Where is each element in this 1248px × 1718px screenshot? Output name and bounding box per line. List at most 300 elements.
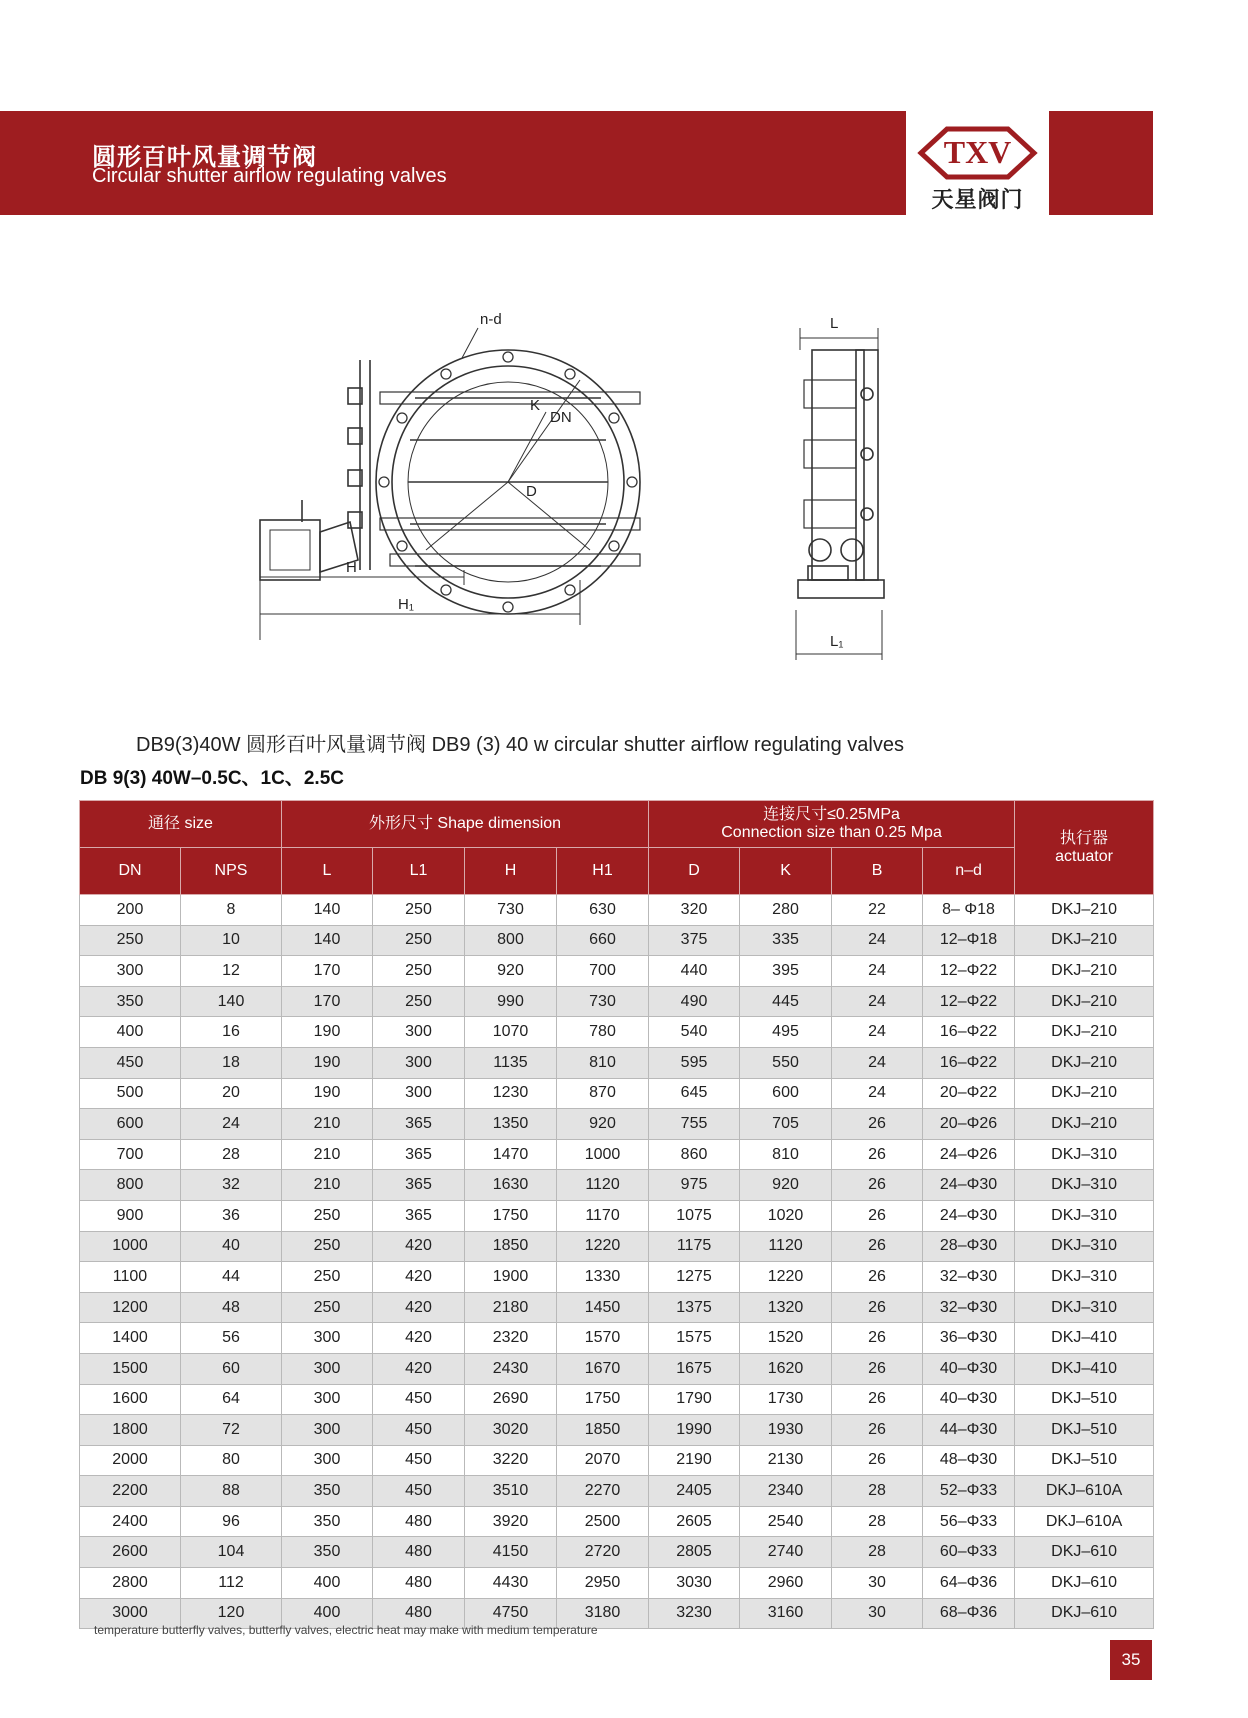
table-cell: 1850 (557, 1415, 649, 1446)
table-cell: 1750 (557, 1384, 649, 1415)
table-cell: 300 (282, 1323, 373, 1354)
table-cell: 170 (282, 956, 373, 987)
table-cell: DKJ–510 (1015, 1445, 1154, 1476)
table-cell: 2600 (80, 1537, 181, 1568)
table-cell: 480 (373, 1568, 465, 1599)
table-cell: 1670 (557, 1353, 649, 1384)
table-cell: 1575 (649, 1323, 740, 1354)
table-cell: 1220 (740, 1262, 832, 1293)
table-cell: 24 (181, 1109, 282, 1140)
table-cell: 445 (740, 986, 832, 1017)
table-cell: 645 (649, 1078, 740, 1109)
table-cell: 810 (557, 1047, 649, 1078)
table-cell: 3160 (740, 1598, 832, 1629)
column-header: H1 (557, 848, 649, 895)
table-cell: DKJ–210 (1015, 1017, 1154, 1048)
table-cell: 26 (832, 1353, 923, 1384)
table-cell: 24 (832, 1078, 923, 1109)
table-cell: 2500 (557, 1506, 649, 1537)
table-cell: 210 (282, 1139, 373, 1170)
table-cell: 24–Φ30 (923, 1200, 1015, 1231)
table-cell: 36–Φ30 (923, 1323, 1015, 1354)
table-row (80, 1445, 1154, 1476)
table-cell: 480 (373, 1598, 465, 1629)
table-cell: 1790 (649, 1384, 740, 1415)
group-actuator (1015, 801, 1154, 895)
table-cell: 28 (832, 1476, 923, 1507)
table-row (80, 1170, 1154, 1201)
page-title-zh: 圆形百叶风量调节阀 (92, 144, 317, 171)
table-cell: 28 (832, 1506, 923, 1537)
table-cell: 1230 (465, 1078, 557, 1109)
table-row (80, 1323, 1154, 1354)
table-cell: 300 (282, 1415, 373, 1446)
table-cell: 350 (282, 1506, 373, 1537)
table-cell: 2720 (557, 1537, 649, 1568)
table-cell: 3020 (465, 1415, 557, 1446)
header-band (0, 111, 906, 215)
table-cell: 170 (282, 986, 373, 1017)
table-cell: 190 (282, 1017, 373, 1048)
table-cell: 395 (740, 956, 832, 987)
table-cell: 420 (373, 1292, 465, 1323)
table-row (80, 1109, 1154, 1140)
table-cell: 1200 (80, 1292, 181, 1323)
table-cell: 495 (740, 1017, 832, 1048)
table-cell: 52–Φ33 (923, 1476, 1015, 1507)
table-cell: 1320 (740, 1292, 832, 1323)
table-cell: 26 (832, 1323, 923, 1354)
table-cell: DKJ–310 (1015, 1200, 1154, 1231)
table-cell: 2000 (80, 1445, 181, 1476)
table-cell: 24 (832, 1017, 923, 1048)
table-row (80, 1568, 1154, 1599)
table-cell: 400 (80, 1017, 181, 1048)
actuator-zh: 执行器 (1060, 829, 1109, 847)
table-cell: 250 (373, 925, 465, 956)
table-cell: 2805 (649, 1537, 740, 1568)
table-cell: 26 (832, 1170, 923, 1201)
group-shape: 外形尺寸 Shape dimension (282, 801, 649, 848)
table-cell: 700 (557, 956, 649, 987)
table-cell: 3920 (465, 1506, 557, 1537)
table-cell: 2405 (649, 1476, 740, 1507)
table-cell: 24–Φ26 (923, 1139, 1015, 1170)
table-cell: 870 (557, 1078, 649, 1109)
table-cell: 300 (373, 1047, 465, 1078)
column-header: K (740, 848, 832, 895)
table-cell: 250 (373, 986, 465, 1017)
table-cell: 12–Φ22 (923, 956, 1015, 987)
table-cell: 36 (181, 1200, 282, 1231)
column-header: B (832, 848, 923, 895)
table-cell: 450 (373, 1384, 465, 1415)
table-cell: 24 (832, 925, 923, 956)
table-cell: DKJ–210 (1015, 1109, 1154, 1140)
table-row (80, 1506, 1154, 1537)
table-cell: 26 (832, 1262, 923, 1293)
actuator-en: actuator (1055, 847, 1113, 865)
figure-caption: DB9(3)40W 圆形百叶风量调节阀 DB9 (3) 40 w circular shutter airflow regulating valves (136, 734, 904, 756)
table-cell: 28 (181, 1139, 282, 1170)
table-cell: 4750 (465, 1598, 557, 1629)
table-cell: 2740 (740, 1537, 832, 1568)
table-cell: 3230 (649, 1598, 740, 1629)
table-cell: 2800 (80, 1568, 181, 1599)
table-cell: 190 (282, 1047, 373, 1078)
table-cell: 26 (832, 1292, 923, 1323)
table-cell: 1350 (465, 1109, 557, 1140)
table-cell: 365 (373, 1139, 465, 1170)
table-cell: 28 (832, 1537, 923, 1568)
table-cell: 450 (373, 1445, 465, 1476)
table-cell: 920 (465, 956, 557, 987)
table-cell: DKJ–310 (1015, 1170, 1154, 1201)
table-cell: 24–Φ30 (923, 1170, 1015, 1201)
table-cell: 600 (80, 1109, 181, 1140)
table-cell: 920 (557, 1109, 649, 1140)
table-cell: DKJ–310 (1015, 1231, 1154, 1262)
page-title-en: Circular shutter airflow regulating valves (92, 165, 447, 187)
table-cell: 44–Φ30 (923, 1415, 1015, 1446)
table-cell: 420 (373, 1231, 465, 1262)
table-cell: 2540 (740, 1506, 832, 1537)
table-cell: 2340 (740, 1476, 832, 1507)
table-cell: 1000 (80, 1231, 181, 1262)
table-cell: 550 (740, 1047, 832, 1078)
table-cell: 630 (557, 895, 649, 926)
table-cell: 1100 (80, 1262, 181, 1293)
table-cell: 26 (832, 1415, 923, 1446)
table-cell: 250 (80, 925, 181, 956)
table-cell: 250 (282, 1200, 373, 1231)
table-cell: 30 (832, 1598, 923, 1629)
table-cell: 16–Φ22 (923, 1047, 1015, 1078)
table-row (80, 895, 1154, 926)
table-cell: 1990 (649, 1415, 740, 1446)
group-connection-line2: Connection size than 0.25 Mpa (721, 824, 942, 841)
table-cell: 1330 (557, 1262, 649, 1293)
table-cell: 26 (832, 1231, 923, 1262)
table-cell: DKJ–210 (1015, 925, 1154, 956)
table-cell: DKJ–610 (1015, 1537, 1154, 1568)
bleed-text: temperature butterfly valves, butterfly valves, electric heat may make with medium temperature (94, 1623, 598, 1637)
label-l1: L₁ (830, 633, 844, 650)
table-cell: 365 (373, 1200, 465, 1231)
table-cell: 1450 (557, 1292, 649, 1323)
table-cell: DKJ–310 (1015, 1292, 1154, 1323)
table-row (80, 1200, 1154, 1231)
front-view-drawing (250, 300, 660, 695)
table-cell: 20–Φ26 (923, 1109, 1015, 1140)
table-cell: 2605 (649, 1506, 740, 1537)
table-row (80, 1384, 1154, 1415)
table-cell: DKJ–410 (1015, 1353, 1154, 1384)
table-cell: 250 (282, 1292, 373, 1323)
column-header: n–d (923, 848, 1015, 895)
table-cell: 440 (649, 956, 740, 987)
table-cell: 1020 (740, 1200, 832, 1231)
table-cell: 1075 (649, 1200, 740, 1231)
table-row (80, 956, 1154, 987)
table-cell: 490 (649, 986, 740, 1017)
table-cell: DKJ–410 (1015, 1323, 1154, 1354)
table-cell: 2950 (557, 1568, 649, 1599)
table-cell: 420 (373, 1323, 465, 1354)
table-cell: 350 (282, 1476, 373, 1507)
table-cell: DKJ–510 (1015, 1384, 1154, 1415)
table-cell: 540 (649, 1017, 740, 1048)
table-cell: 300 (373, 1017, 465, 1048)
table-cell: 350 (282, 1537, 373, 1568)
table-cell: 28–Φ30 (923, 1231, 1015, 1262)
table-cell: 3000 (80, 1598, 181, 1629)
table-cell: 200 (80, 895, 181, 926)
table-cell: DKJ–210 (1015, 1047, 1154, 1078)
table-cell: 250 (373, 895, 465, 926)
table-cell: 40–Φ30 (923, 1384, 1015, 1415)
table-cell: 2190 (649, 1445, 740, 1476)
column-header: DN (80, 848, 181, 895)
table-cell: 16 (181, 1017, 282, 1048)
table-cell: 3510 (465, 1476, 557, 1507)
table-cell: 30 (832, 1568, 923, 1599)
table-cell: DKJ–610A (1015, 1506, 1154, 1537)
table-cell: 780 (557, 1017, 649, 1048)
label-dn: DN (550, 409, 572, 426)
table-cell: 250 (282, 1231, 373, 1262)
table-cell: 40–Φ30 (923, 1353, 1015, 1384)
table-cell: 2690 (465, 1384, 557, 1415)
table-cell: 56–Φ33 (923, 1506, 1015, 1537)
table-cell: 8– Φ18 (923, 895, 1015, 926)
table-cell: 2320 (465, 1323, 557, 1354)
table-cell: 250 (373, 956, 465, 987)
table-cell: 480 (373, 1506, 465, 1537)
table-cell: 400 (282, 1568, 373, 1599)
table-cell: 1175 (649, 1231, 740, 1262)
table-cell: 20 (181, 1078, 282, 1109)
table-cell: 1275 (649, 1262, 740, 1293)
column-header: D (649, 848, 740, 895)
table-cell: 1620 (740, 1353, 832, 1384)
table-cell: 730 (557, 986, 649, 1017)
table-cell: 1630 (465, 1170, 557, 1201)
table-cell: 1600 (80, 1384, 181, 1415)
table-row (80, 925, 1154, 956)
table-cell: 16–Φ22 (923, 1017, 1015, 1048)
table-cell: DKJ–610 (1015, 1568, 1154, 1599)
model-heading: DB 9(3) 40W–0.5C、1C、2.5C (80, 768, 344, 789)
table-cell: 26 (832, 1139, 923, 1170)
table-cell: 210 (282, 1109, 373, 1140)
table-cell: 1750 (465, 1200, 557, 1231)
group-connection (649, 801, 1015, 848)
column-header: L1 (373, 848, 465, 895)
table-cell: 56 (181, 1323, 282, 1354)
table-cell: 730 (465, 895, 557, 926)
label-l: L (830, 315, 839, 332)
table-cell: 44 (181, 1262, 282, 1293)
table-cell: 1520 (740, 1323, 832, 1354)
table-cell: 88 (181, 1476, 282, 1507)
table-cell: 300 (282, 1353, 373, 1384)
table-row (80, 1415, 1154, 1446)
table-cell: 595 (649, 1047, 740, 1078)
table-cell: 660 (557, 925, 649, 956)
table-cell: 1120 (740, 1231, 832, 1262)
table-cell: 2070 (557, 1445, 649, 1476)
table-cell: 96 (181, 1506, 282, 1537)
table-cell: 4430 (465, 1568, 557, 1599)
table-cell: 300 (282, 1445, 373, 1476)
table-cell: 700 (80, 1139, 181, 1170)
table-cell: 24 (832, 1047, 923, 1078)
table-cell: 335 (740, 925, 832, 956)
table-cell: 32 (181, 1170, 282, 1201)
table-row (80, 1262, 1154, 1293)
table-cell: 1930 (740, 1415, 832, 1446)
table-cell: 280 (740, 895, 832, 926)
table-cell: 1070 (465, 1017, 557, 1048)
table-cell: DKJ–610A (1015, 1476, 1154, 1507)
table-cell: DKJ–210 (1015, 895, 1154, 926)
table-cell: 2430 (465, 1353, 557, 1384)
table-cell: 1675 (649, 1353, 740, 1384)
table-cell: 2130 (740, 1445, 832, 1476)
table-cell: 1730 (740, 1384, 832, 1415)
table-cell: 12–Φ18 (923, 925, 1015, 956)
table-cell: 350 (80, 986, 181, 1017)
table-cell: 12 (181, 956, 282, 987)
table-cell: 8 (181, 895, 282, 926)
label-h: H (346, 559, 357, 576)
table-cell: 64–Φ36 (923, 1568, 1015, 1599)
table-cell: 1135 (465, 1047, 557, 1078)
table-cell: 24 (832, 986, 923, 1017)
table-cell: 1500 (80, 1353, 181, 1384)
table-cell: 800 (465, 925, 557, 956)
table-cell: 10 (181, 925, 282, 956)
table-cell: 420 (373, 1353, 465, 1384)
table-cell: 975 (649, 1170, 740, 1201)
table-cell: 420 (373, 1262, 465, 1293)
table-cell: 990 (465, 986, 557, 1017)
brand-logo (906, 111, 1049, 215)
table-cell: 300 (373, 1078, 465, 1109)
txv-logo-icon (917, 125, 1038, 181)
table-cell: DKJ–610 (1015, 1598, 1154, 1629)
table-cell: DKJ–210 (1015, 986, 1154, 1017)
table-cell: 450 (80, 1047, 181, 1078)
table-cell: 64 (181, 1384, 282, 1415)
table-cell: 920 (740, 1170, 832, 1201)
table-cell: 1120 (557, 1170, 649, 1201)
table-cell: 705 (740, 1109, 832, 1140)
table-cell: 500 (80, 1078, 181, 1109)
table-cell: 1375 (649, 1292, 740, 1323)
table-cell: 1850 (465, 1231, 557, 1262)
table-cell: 320 (649, 895, 740, 926)
table-cell: 140 (282, 925, 373, 956)
table-cell: 112 (181, 1568, 282, 1599)
column-header: H (465, 848, 557, 895)
table-cell: 190 (282, 1078, 373, 1109)
table-cell: 1900 (465, 1262, 557, 1293)
table-row (80, 1537, 1154, 1568)
table-cell: DKJ–310 (1015, 1139, 1154, 1170)
column-header: NPS (181, 848, 282, 895)
table-cell: 800 (80, 1170, 181, 1201)
header-band-right (1049, 111, 1153, 215)
table-cell: 365 (373, 1109, 465, 1140)
table-cell: 140 (282, 895, 373, 926)
table-cell: 72 (181, 1415, 282, 1446)
table-cell: 18 (181, 1047, 282, 1078)
table-cell: DKJ–510 (1015, 1415, 1154, 1446)
table-cell: 365 (373, 1170, 465, 1201)
table-cell: 860 (649, 1139, 740, 1170)
table-row (80, 1476, 1154, 1507)
brand-name: 天星阀门 (931, 187, 1024, 212)
table-cell: 900 (80, 1200, 181, 1231)
table-cell: 26 (832, 1384, 923, 1415)
table-cell: 450 (373, 1415, 465, 1446)
table-cell: 80 (181, 1445, 282, 1476)
table-cell: 104 (181, 1537, 282, 1568)
table-cell: 210 (282, 1170, 373, 1201)
table-cell: 68–Φ36 (923, 1598, 1015, 1629)
table-cell: 810 (740, 1139, 832, 1170)
table-cell: 26 (832, 1109, 923, 1140)
table-cell: 400 (282, 1598, 373, 1629)
table-cell: 60 (181, 1353, 282, 1384)
table-cell: 600 (740, 1078, 832, 1109)
table-cell: 3220 (465, 1445, 557, 1476)
table-cell: 300 (80, 956, 181, 987)
table-cell: 140 (181, 986, 282, 1017)
table-cell: 48 (181, 1292, 282, 1323)
table-cell: 2200 (80, 1476, 181, 1507)
table-cell: 480 (373, 1537, 465, 1568)
table-cell: 48–Φ30 (923, 1445, 1015, 1476)
table-cell: 40 (181, 1231, 282, 1262)
column-header: L (282, 848, 373, 895)
table-cell: 300 (282, 1384, 373, 1415)
table-cell: 2400 (80, 1506, 181, 1537)
table-row (80, 1292, 1154, 1323)
group-size: 通径 size (80, 801, 282, 848)
table-row (80, 1047, 1154, 1078)
table-cell: 12–Φ22 (923, 986, 1015, 1017)
table-cell: 2960 (740, 1568, 832, 1599)
table-cell: 1400 (80, 1323, 181, 1354)
table-cell: 1170 (557, 1200, 649, 1231)
table-row (80, 1078, 1154, 1109)
table-cell: 1800 (80, 1415, 181, 1446)
table-cell: 2180 (465, 1292, 557, 1323)
table-cell: 3180 (557, 1598, 649, 1629)
table-cell: 26 (832, 1200, 923, 1231)
table-cell: 755 (649, 1109, 740, 1140)
table-cell: 26 (832, 1445, 923, 1476)
table-cell: 3030 (649, 1568, 740, 1599)
group-connection-line1: 连接尺寸≤0.25MPa (763, 806, 900, 823)
table-cell: 2270 (557, 1476, 649, 1507)
table-cell: DKJ–210 (1015, 1078, 1154, 1109)
table-row (80, 1139, 1154, 1170)
table-row (80, 1353, 1154, 1384)
